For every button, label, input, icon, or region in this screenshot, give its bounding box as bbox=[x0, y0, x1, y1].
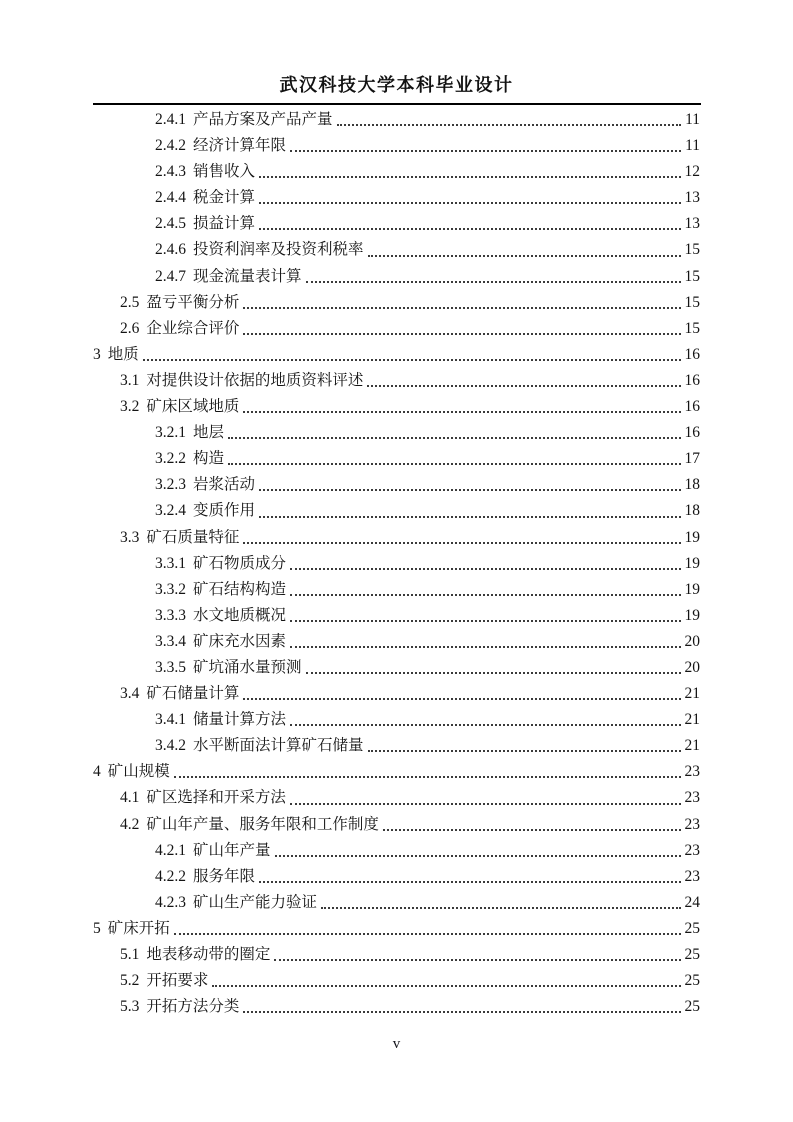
toc-entry-page: 16 bbox=[684, 398, 700, 416]
toc-entry-title: 矿山规模 bbox=[107, 763, 170, 781]
toc-entry-number: 2.4.3 bbox=[155, 163, 186, 181]
toc-entry-page: 23 bbox=[684, 867, 700, 885]
toc-leader-dots bbox=[143, 359, 681, 361]
toc-leader-dots bbox=[243, 542, 681, 544]
toc-entry-label bbox=[120, 968, 208, 994]
toc-leader-dots bbox=[243, 1011, 681, 1013]
toc-entry-label bbox=[120, 525, 239, 551]
toc-leader-dots bbox=[321, 907, 681, 909]
toc-entry-label bbox=[155, 551, 286, 577]
toc-entry-page: 18 bbox=[684, 502, 700, 520]
toc-entry bbox=[93, 785, 700, 811]
toc-entry-label bbox=[93, 342, 139, 368]
toc-entry bbox=[93, 472, 700, 498]
toc-entry-page: 15 bbox=[684, 241, 700, 259]
page-number: v bbox=[392, 1036, 401, 1052]
toc-entry-label bbox=[120, 785, 286, 811]
toc-entry-label bbox=[155, 420, 224, 446]
toc-entry-title: 矿山年产量、服务年限和工作制度 bbox=[146, 815, 379, 833]
toc-leader-dots bbox=[290, 724, 681, 726]
page-footer bbox=[0, 1036, 793, 1053]
toc-entry bbox=[93, 185, 700, 211]
toc-entry-title: 水平断面法计算矿石储量 bbox=[193, 737, 364, 755]
toc-entry-title: 对提供设计依据的地质资料评述 bbox=[146, 371, 364, 389]
toc-entry-number: 3.3.5 bbox=[155, 658, 186, 676]
toc-entry bbox=[93, 316, 700, 342]
toc-entry-label bbox=[155, 707, 286, 733]
toc-entry bbox=[93, 707, 700, 733]
toc-entry-title: 企业综合评价 bbox=[146, 319, 240, 337]
toc-leader-dots bbox=[290, 803, 681, 805]
toc-entry-label bbox=[120, 942, 270, 968]
toc-entry bbox=[93, 577, 700, 603]
toc-entry-page: 18 bbox=[684, 476, 700, 494]
toc-leader-dots bbox=[290, 150, 681, 152]
toc-entry-page: 13 bbox=[684, 189, 700, 207]
toc-entry-page: 19 bbox=[684, 606, 700, 624]
toc-entry-page: 24 bbox=[684, 893, 700, 911]
toc-leader-dots bbox=[259, 516, 681, 518]
toc-entry-title: 产品方案及产品产量 bbox=[193, 111, 333, 128]
toc-entry-number: 2.4.1 bbox=[155, 111, 186, 128]
toc-entry-page: 20 bbox=[684, 632, 700, 650]
toc-entry-title: 矿山生产能力验证 bbox=[193, 893, 318, 911]
toc-entry-number: 3.2.2 bbox=[155, 450, 186, 468]
toc-entry-title: 矿石结构构造 bbox=[193, 580, 287, 598]
page-header-title: 武汉科技大学本科毕业设计 bbox=[279, 75, 514, 95]
toc-entry-label bbox=[155, 211, 255, 237]
toc-entry-number: 3.3 bbox=[120, 528, 140, 546]
toc-entry bbox=[93, 655, 700, 681]
toc-entry-label bbox=[155, 577, 286, 603]
toc-entry-title: 矿床区域地质 bbox=[146, 398, 240, 416]
toc-entry-page: 16 bbox=[684, 371, 700, 389]
toc-entry-title: 服务年限 bbox=[193, 867, 256, 885]
toc-entry-title: 水文地质概况 bbox=[193, 606, 287, 624]
toc-entry-title: 地表移动带的圈定 bbox=[146, 946, 271, 963]
toc-entry bbox=[93, 916, 700, 942]
toc-entry-page: 25 bbox=[684, 919, 700, 937]
toc-entry-page: 12 bbox=[684, 163, 700, 181]
toc-entry-page: 11 bbox=[685, 137, 700, 155]
toc-entry-title: 矿山年产量 bbox=[193, 841, 271, 859]
toc-leader-dots bbox=[259, 228, 681, 230]
toc-entry-page: 16 bbox=[684, 424, 700, 442]
toc-entry-label bbox=[120, 316, 239, 342]
toc-entry-title: 税金计算 bbox=[193, 189, 256, 207]
toc-entry-title: 开拓要求 bbox=[146, 972, 209, 990]
toc-entry-number: 3.3.3 bbox=[155, 606, 186, 624]
toc-entry-number: 5.2 bbox=[120, 972, 140, 990]
toc-entry bbox=[93, 498, 700, 524]
toc-entry-number: 2.4.5 bbox=[155, 215, 186, 233]
toc-entry bbox=[93, 681, 700, 707]
toc-leader-dots bbox=[306, 672, 681, 674]
toc-leader-dots bbox=[383, 829, 681, 831]
toc-entry-page: 23 bbox=[684, 763, 700, 781]
toc-entry-label bbox=[155, 629, 286, 655]
toc-entry-label bbox=[155, 159, 255, 185]
toc-entry bbox=[93, 968, 700, 994]
toc-leader-dots bbox=[228, 463, 681, 465]
toc-entry-label bbox=[120, 681, 239, 707]
toc-entry-page: 21 bbox=[684, 685, 700, 703]
toc-entry bbox=[93, 733, 700, 759]
toc-entry-label bbox=[93, 759, 170, 785]
toc-entry-number: 3.2.4 bbox=[155, 502, 186, 520]
toc-entry-title: 损益计算 bbox=[193, 215, 256, 233]
toc-entry bbox=[93, 368, 700, 394]
toc-entry-page: 23 bbox=[684, 789, 700, 807]
toc-entry bbox=[93, 994, 700, 1020]
toc-entry-number: 3.2.3 bbox=[155, 476, 186, 494]
toc-entry-number: 3.3.4 bbox=[155, 632, 186, 650]
toc-entry-label bbox=[120, 394, 239, 420]
toc-entry-label bbox=[155, 655, 302, 681]
toc-entry bbox=[93, 838, 700, 864]
toc-entry-page: 11 bbox=[685, 111, 700, 128]
toc-entry-page: 25 bbox=[684, 998, 700, 1016]
toc-entry-label bbox=[155, 733, 364, 759]
toc-entry-label bbox=[155, 498, 255, 524]
toc-leader-dots bbox=[243, 307, 681, 309]
toc-entry-number: 5.3 bbox=[120, 998, 140, 1016]
toc-entry-title: 盈亏平衡分析 bbox=[146, 293, 240, 311]
toc-entry-number: 3.1 bbox=[120, 371, 140, 389]
toc-entry-title: 岩浆活动 bbox=[193, 476, 256, 494]
toc-leader-dots bbox=[174, 776, 681, 778]
toc-entry bbox=[93, 342, 700, 368]
toc-entry-page: 21 bbox=[684, 711, 700, 729]
toc-entry-page: 19 bbox=[684, 580, 700, 598]
toc-entry-title: 变质作用 bbox=[193, 502, 256, 520]
toc-entry-number: 2.4.2 bbox=[155, 137, 186, 155]
toc-entry-label bbox=[155, 864, 255, 890]
toc-entry-label bbox=[155, 133, 286, 159]
toc-entry-number: 4.2.2 bbox=[155, 867, 186, 885]
toc-entry-title: 矿床开拓 bbox=[107, 919, 170, 937]
toc-leader-dots bbox=[243, 333, 681, 335]
toc-leader-dots bbox=[367, 385, 681, 387]
toc-entry bbox=[93, 864, 700, 890]
toc-entry-title: 销售收入 bbox=[193, 163, 256, 181]
toc-entry-number: 4.1 bbox=[120, 789, 140, 807]
toc-leader-dots bbox=[259, 202, 681, 204]
toc-entry bbox=[93, 890, 700, 916]
toc-entry-title: 矿区选择和开采方法 bbox=[146, 789, 286, 807]
toc-entry bbox=[93, 107, 700, 133]
toc-entry-page: 15 bbox=[684, 319, 700, 337]
toc-leader-dots bbox=[368, 255, 681, 257]
toc-leader-dots bbox=[290, 646, 681, 648]
toc-entry-page: 15 bbox=[684, 267, 700, 285]
toc-entry bbox=[93, 264, 700, 290]
toc-entry-title: 矿床充水因素 bbox=[193, 632, 287, 650]
toc-entry-number: 3.3.2 bbox=[155, 580, 186, 598]
toc-leader-dots bbox=[259, 176, 681, 178]
toc-entry-number: 3.2 bbox=[120, 398, 140, 416]
toc-leader-dots bbox=[274, 959, 681, 961]
toc-entry-number: 4.2 bbox=[120, 815, 140, 833]
toc-entry-number: 2.4.7 bbox=[155, 267, 186, 285]
toc-leader-dots bbox=[290, 594, 681, 596]
toc-entry bbox=[93, 629, 700, 655]
toc-entry bbox=[93, 525, 700, 551]
toc-entry-page: 23 bbox=[684, 841, 700, 859]
toc-entry-page: 20 bbox=[684, 658, 700, 676]
toc-entry-page: 13 bbox=[684, 215, 700, 233]
toc-entry-title: 经济计算年限 bbox=[193, 137, 287, 155]
toc-leader-dots bbox=[368, 750, 681, 752]
toc-entry-number: 3.4.1 bbox=[155, 711, 186, 729]
toc-entry-number: 3.2.1 bbox=[155, 424, 186, 442]
toc-entry-number: 2.4.4 bbox=[155, 189, 186, 207]
toc-entry-number: 3 bbox=[93, 345, 101, 363]
toc-entry-label bbox=[155, 107, 333, 133]
toc-entry-label bbox=[155, 185, 255, 211]
toc-entry-page: 15 bbox=[684, 293, 700, 311]
toc-entry-number: 3.4 bbox=[120, 685, 140, 703]
toc-entry bbox=[93, 812, 700, 838]
toc-entry bbox=[93, 420, 700, 446]
toc-entry-label bbox=[155, 472, 255, 498]
toc-entry bbox=[93, 446, 700, 472]
toc-entry-number: 3.4.2 bbox=[155, 737, 186, 755]
toc-entry-label bbox=[155, 890, 317, 916]
toc-entry bbox=[93, 942, 700, 968]
toc-entry-title: 矿坑涌水量预测 bbox=[193, 658, 302, 676]
toc-entry-label bbox=[155, 838, 271, 864]
toc-entry-page: 23 bbox=[684, 815, 700, 833]
toc-leader-dots bbox=[174, 933, 681, 935]
toc-entry-number: 5 bbox=[93, 919, 101, 937]
toc-leader-dots bbox=[212, 985, 681, 987]
toc-entry-title: 投资利润率及投资利税率 bbox=[193, 241, 364, 259]
toc-entry-number: 2.4.6 bbox=[155, 241, 186, 259]
toc-entry bbox=[93, 237, 700, 263]
toc-entry-label bbox=[120, 994, 239, 1020]
toc-entry-number: 5.1 bbox=[120, 946, 140, 963]
toc-entry-page: 25 bbox=[684, 972, 700, 990]
toc-entry bbox=[93, 159, 700, 185]
table-of-contents bbox=[93, 107, 700, 1020]
toc-entry-label bbox=[155, 237, 364, 263]
toc-entry-number: 2.6 bbox=[120, 319, 140, 337]
toc-leader-dots bbox=[290, 568, 681, 570]
toc-entry-title: 矿石质量特征 bbox=[146, 528, 240, 546]
toc-entry-number: 4.2.3 bbox=[155, 893, 186, 911]
toc-entry-number: 4 bbox=[93, 763, 101, 781]
toc-entry bbox=[93, 394, 700, 420]
toc-entry-page: 19 bbox=[684, 528, 700, 546]
toc-leader-dots bbox=[259, 489, 681, 491]
toc-entry-title: 现金流量表计算 bbox=[193, 267, 302, 285]
toc-entry-label bbox=[120, 368, 363, 394]
toc-leader-dots bbox=[337, 124, 681, 126]
toc-entry-number: 4.2.1 bbox=[155, 841, 186, 859]
toc-entry-page: 21 bbox=[684, 737, 700, 755]
toc-entry-title: 开拓方法分类 bbox=[146, 998, 240, 1016]
toc-leader-dots bbox=[228, 437, 681, 439]
toc-entry bbox=[93, 290, 700, 316]
toc-leader-dots bbox=[243, 411, 681, 413]
toc-entry-label bbox=[155, 264, 302, 290]
toc-entry-title: 地质 bbox=[107, 345, 139, 363]
toc-entry-label bbox=[155, 446, 224, 472]
toc-entry-number: 3.3.1 bbox=[155, 554, 186, 572]
toc-entry bbox=[93, 759, 700, 785]
toc-entry-page: 17 bbox=[684, 450, 700, 468]
toc-entry bbox=[93, 551, 700, 577]
toc-entry-label bbox=[120, 290, 239, 316]
toc-entry-title: 矿石物质成分 bbox=[193, 554, 287, 572]
toc-entry-page: 16 bbox=[684, 345, 700, 363]
toc-entry-title: 地层 bbox=[193, 424, 225, 442]
header-rule bbox=[93, 103, 701, 105]
toc-entry-label bbox=[120, 812, 379, 838]
toc-entry-title: 构造 bbox=[193, 450, 225, 468]
toc-entry-page: 19 bbox=[684, 554, 700, 572]
toc-entry-label bbox=[93, 916, 170, 942]
toc-entry-page: 25 bbox=[684, 946, 700, 963]
toc-entry bbox=[93, 133, 700, 159]
toc-entry-title: 矿石储量计算 bbox=[146, 685, 240, 703]
toc-entry bbox=[93, 211, 700, 237]
toc-leader-dots bbox=[290, 620, 681, 622]
toc-entry-label bbox=[155, 603, 286, 629]
toc-entry-title: 储量计算方法 bbox=[193, 711, 287, 729]
toc-leader-dots bbox=[259, 881, 681, 883]
toc-leader-dots bbox=[306, 281, 681, 283]
toc-leader-dots bbox=[243, 698, 681, 700]
toc-entry-number: 2.5 bbox=[120, 293, 140, 311]
toc-leader-dots bbox=[275, 855, 681, 857]
toc-entry bbox=[93, 603, 700, 629]
